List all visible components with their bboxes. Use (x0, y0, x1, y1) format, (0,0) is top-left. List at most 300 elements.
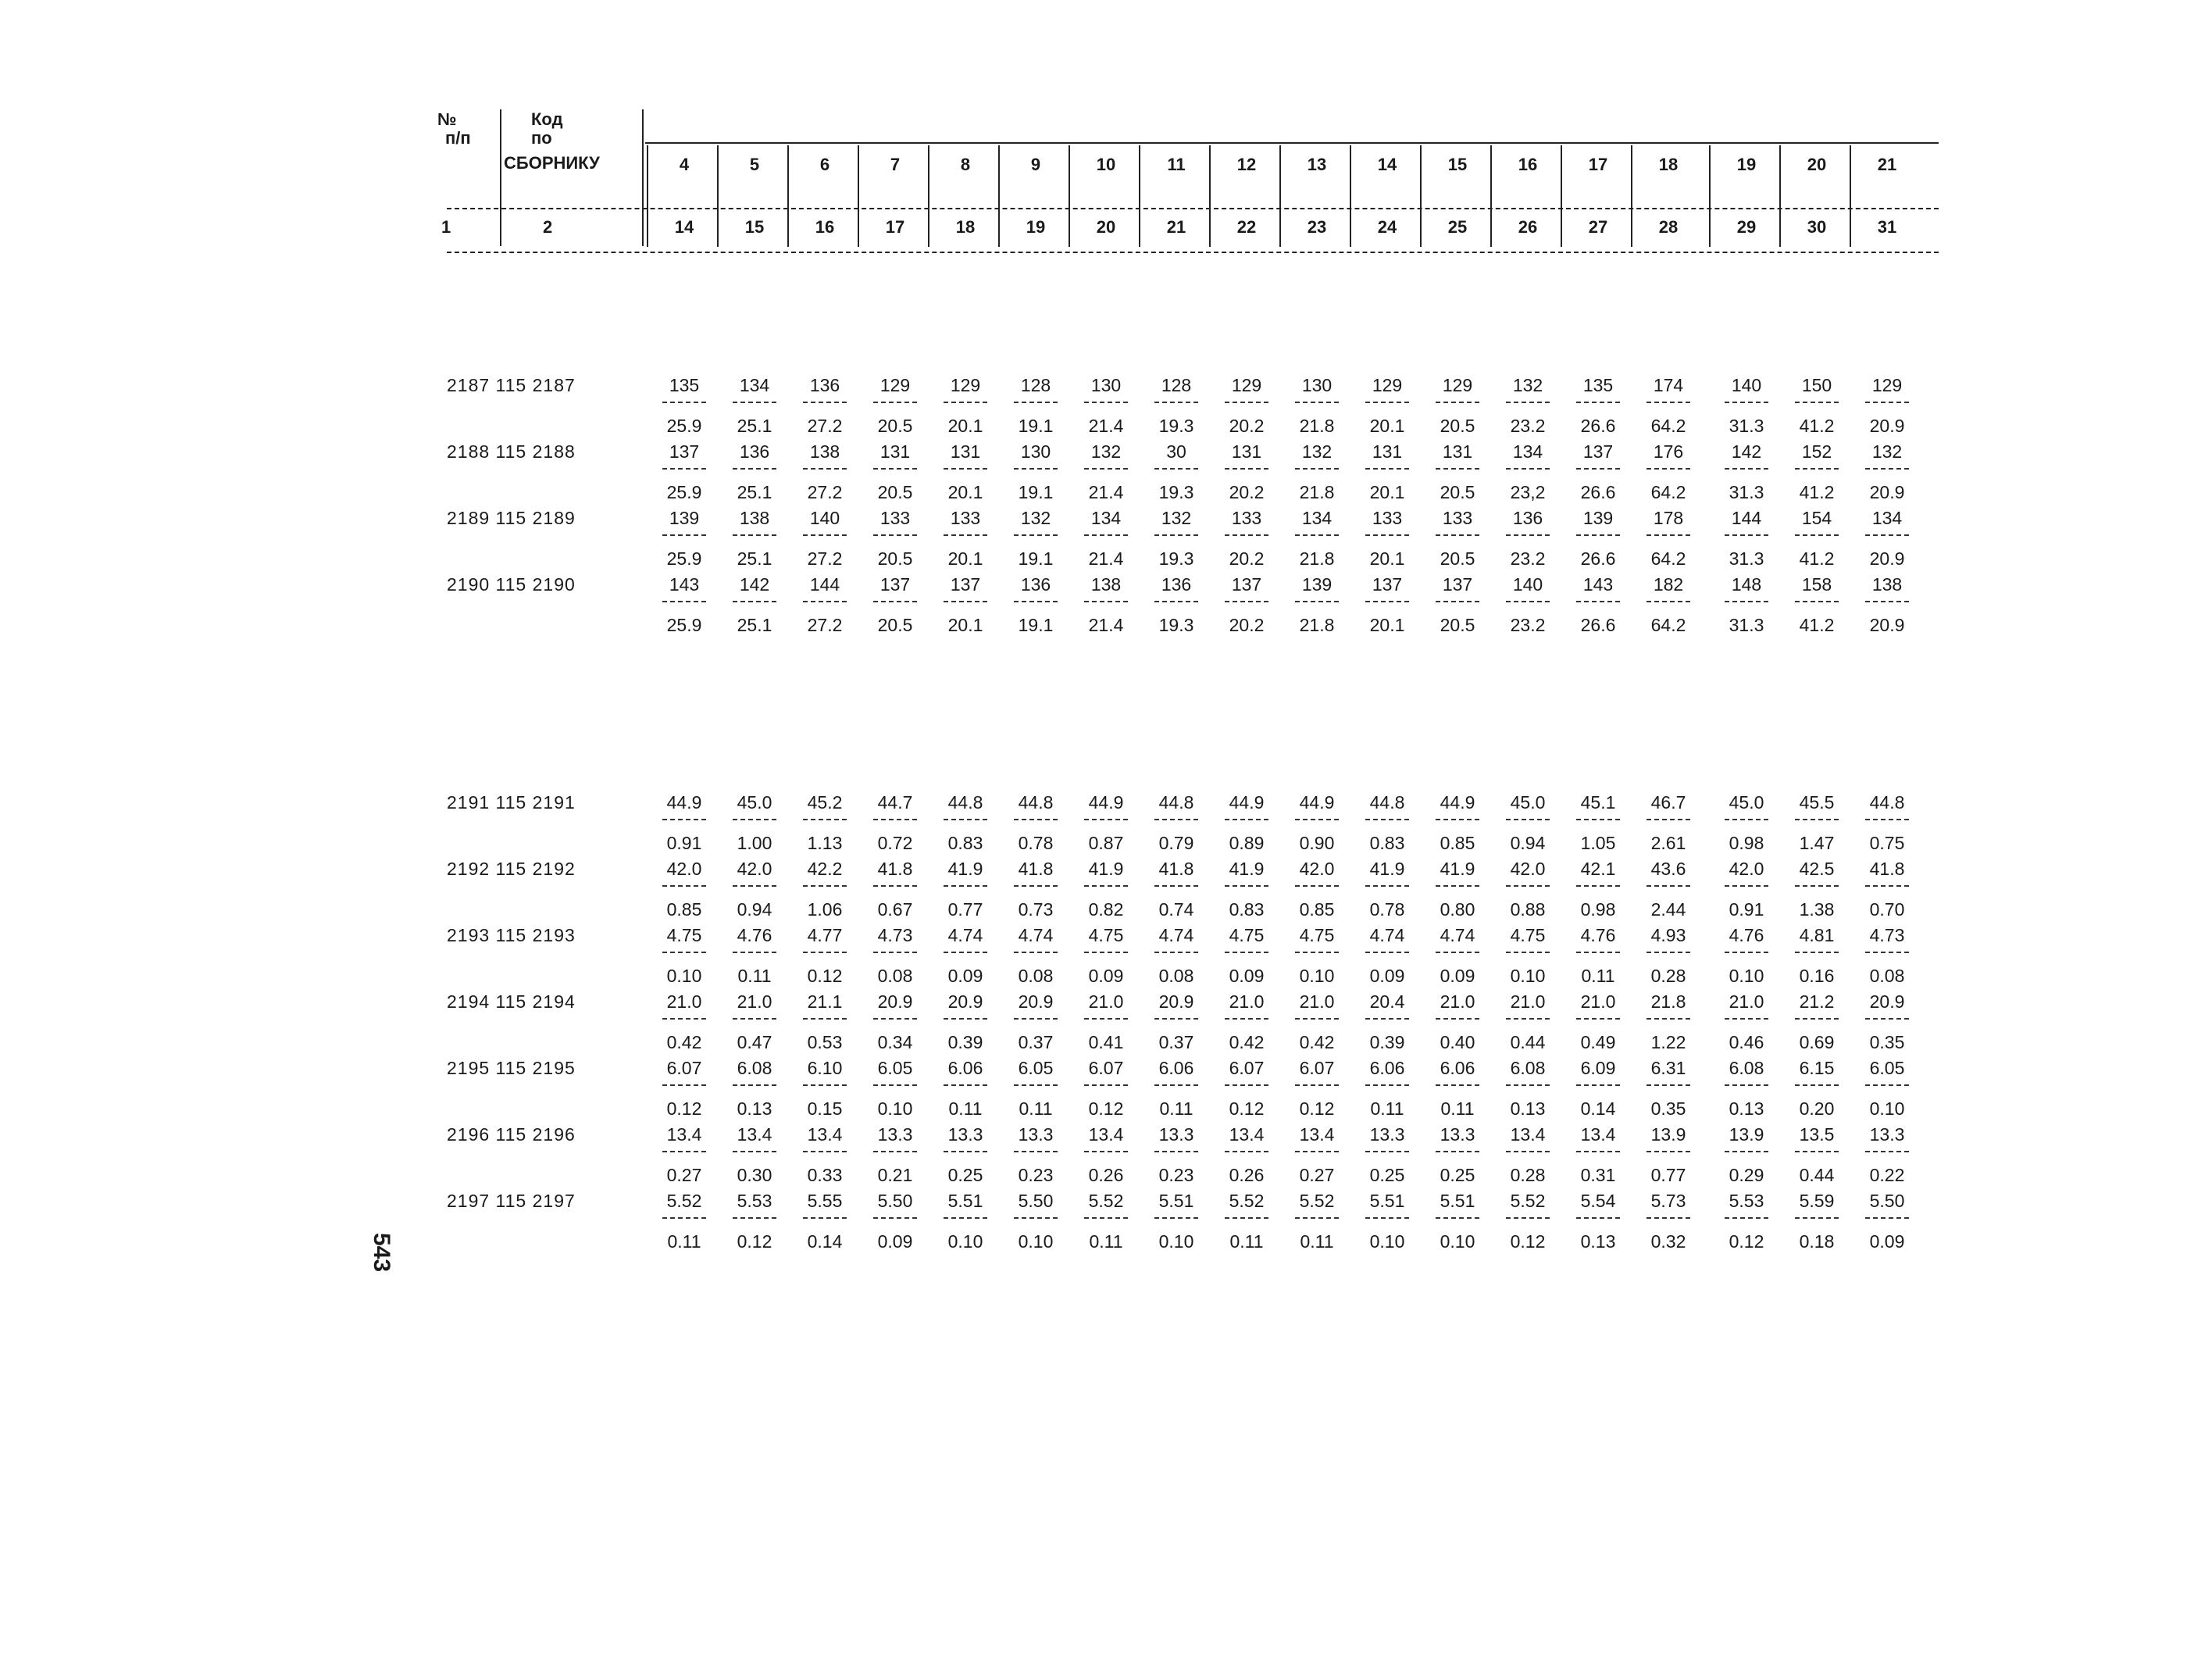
column-separator (787, 145, 789, 247)
fraction-line (1506, 1151, 1550, 1152)
header-column-number: 6 (819, 155, 830, 174)
denominator-value: 1.22 (1650, 1032, 1686, 1052)
numerator-value: 139 (669, 508, 700, 528)
denominator-value: 0.35 (1650, 1098, 1686, 1119)
fraction-line (1154, 952, 1198, 953)
fraction-line (1436, 468, 1479, 470)
numerator-value: 131 (879, 441, 911, 462)
numerator-value: 41.9 (1229, 859, 1265, 879)
header-column-index: 19 (1026, 217, 1046, 237)
numerator-value: 4.75 (1229, 925, 1265, 945)
fraction-line (733, 402, 776, 403)
denominator-value: 20.1 (947, 482, 983, 502)
denominator-value: 25.1 (737, 615, 772, 635)
denominator-value: 27.2 (807, 615, 843, 635)
header-column-index: 18 (955, 217, 976, 237)
header-column-number: 16 (1518, 155, 1538, 174)
denominator-value: 20.1 (1369, 416, 1405, 436)
denominator-value: 1.47 (1799, 833, 1835, 853)
fraction-line (1506, 468, 1550, 470)
numerator-value: 6.10 (807, 1058, 843, 1078)
fraction-line (1436, 819, 1479, 820)
fraction-line (1014, 468, 1058, 470)
denominator-value: 0.26 (1229, 1165, 1265, 1185)
numerator-value: 137 (879, 574, 911, 595)
numerator-value: 142 (739, 574, 770, 595)
denominator-value: 25.9 (666, 482, 702, 502)
fraction-line (1014, 952, 1058, 953)
fraction-line (1365, 1084, 1409, 1086)
denominator-value: 1.13 (807, 833, 843, 853)
fraction-line (803, 1018, 847, 1020)
denominator-value: 20.2 (1229, 416, 1265, 436)
numerator-value: 13.4 (1580, 1124, 1616, 1145)
fraction-line (1365, 402, 1409, 403)
denominator-value: 21.4 (1088, 482, 1124, 502)
numerator-value: 4.93 (1650, 925, 1686, 945)
numerator-value: 41.9 (947, 859, 983, 879)
denominator-value: 0.75 (1869, 833, 1905, 853)
fraction-line (1295, 1151, 1339, 1152)
numerator-value: 41.8 (1018, 859, 1054, 879)
numerator-value: 6.15 (1799, 1058, 1835, 1078)
denominator-value: 19.3 (1158, 615, 1194, 635)
numerator-value: 4.74 (1018, 925, 1054, 945)
numerator-value: 5.54 (1580, 1191, 1616, 1211)
fraction-line (1576, 1018, 1620, 1020)
numerator-value: 20.9 (1869, 991, 1905, 1012)
fraction-line (1295, 952, 1339, 953)
denominator-value: 21.8 (1299, 416, 1335, 436)
fraction-line (1014, 601, 1058, 602)
numerator-value: 6.07 (666, 1058, 702, 1078)
denominator-value: 21.4 (1088, 548, 1124, 569)
fraction-line (1225, 819, 1268, 820)
denominator-value: 0.12 (807, 966, 843, 986)
numerator-value: 136 (809, 375, 840, 395)
column-separator (1709, 145, 1711, 247)
numerator-value: 6.08 (1729, 1058, 1764, 1078)
fraction-line (1084, 819, 1128, 820)
header-column-number: 12 (1236, 155, 1257, 174)
header-column-index: 26 (1518, 217, 1538, 237)
fraction-line (1576, 1217, 1620, 1219)
fraction-line (1225, 601, 1268, 602)
denominator-value: 20.1 (1369, 482, 1405, 502)
denominator-value: 31.3 (1729, 548, 1764, 569)
denominator-value: 26.6 (1580, 482, 1616, 502)
numerator-value: 133 (879, 508, 911, 528)
numerator-value: 136 (1020, 574, 1051, 595)
denominator-value: 0.39 (947, 1032, 983, 1052)
fraction-line (1225, 1151, 1268, 1152)
numerator-value: 45.5 (1799, 792, 1835, 813)
denominator-value: 0.28 (1650, 966, 1686, 986)
denominator-value: 0.35 (1869, 1032, 1905, 1052)
fraction-line (1014, 1018, 1058, 1020)
numerator-value: 138 (739, 508, 770, 528)
numerator-value: 13.4 (807, 1124, 843, 1145)
numerator-value: 136 (1161, 574, 1192, 595)
column-separator (1139, 145, 1140, 247)
row-code-label: 2194 115 2194 (447, 991, 576, 1012)
denominator-value: 20.5 (877, 548, 913, 569)
denominator-value: 0.12 (1299, 1098, 1335, 1119)
numerator-value: 6.06 (947, 1058, 983, 1078)
row-code-label: 2190 115 2190 (447, 574, 576, 595)
fraction-line (944, 402, 987, 403)
denominator-value: 0.11 (1370, 1098, 1404, 1119)
numerator-value: 4.75 (666, 925, 702, 945)
fraction-line (1365, 534, 1409, 536)
fraction-line (662, 468, 706, 470)
fraction-line (1154, 534, 1198, 536)
denominator-value: 0.08 (1158, 966, 1194, 986)
fraction-line (733, 885, 776, 887)
denominator-value: 0.34 (877, 1032, 913, 1052)
numerator-value: 5.52 (1510, 1191, 1546, 1211)
fraction-line (803, 1084, 847, 1086)
denominator-value: 0.10 (1158, 1231, 1194, 1252)
fraction-line (873, 885, 917, 887)
denominator-value: 0.11 (1229, 1231, 1264, 1252)
denominator-value: 19.3 (1158, 482, 1194, 502)
numerator-value: 133 (950, 508, 981, 528)
header-column-index: 15 (744, 217, 765, 237)
numerator-value: 129 (950, 375, 981, 395)
fraction-line (803, 468, 847, 470)
header-column-index: 21 (1166, 217, 1186, 237)
fraction-line (1576, 601, 1620, 602)
fraction-line (1014, 885, 1058, 887)
numerator-value: 129 (1372, 375, 1403, 395)
denominator-value: 0.94 (1510, 833, 1546, 853)
column-separator (1209, 145, 1211, 247)
fraction-line (1014, 1151, 1058, 1152)
fraction-line (1576, 468, 1620, 470)
numerator-value: 134 (1512, 441, 1543, 462)
header-column-number: 21 (1877, 155, 1897, 174)
denominator-value: 0.91 (1729, 899, 1764, 920)
fraction-line (1725, 819, 1768, 820)
numerator-value: 5.53 (1729, 1191, 1764, 1211)
denominator-value: 0.10 (666, 966, 702, 986)
header-column-number: 9 (1030, 155, 1041, 174)
denominator-value: 31.3 (1729, 482, 1764, 502)
numerator-value: 21.0 (1580, 991, 1616, 1012)
numerator-value: 130 (1020, 441, 1051, 462)
numerator-value: 21.0 (737, 991, 772, 1012)
denominator-value: 19.3 (1158, 416, 1194, 436)
numerator-value: 148 (1731, 574, 1762, 595)
numerator-value: 4.75 (1510, 925, 1546, 945)
denominator-value: 20.1 (1369, 548, 1405, 569)
denominator-value: 0.11 (1089, 1231, 1123, 1252)
numerator-value: 41.9 (1440, 859, 1475, 879)
numerator-value: 154 (1801, 508, 1832, 528)
numerator-value: 30 (1166, 441, 1186, 462)
numerator-value: 5.50 (877, 1191, 913, 1211)
fraction-line (662, 402, 706, 403)
denominator-value: 21.8 (1299, 548, 1335, 569)
numerator-value: 136 (1512, 508, 1543, 528)
fraction-line (803, 1217, 847, 1219)
fraction-line (1506, 819, 1550, 820)
denominator-value: 0.44 (1799, 1165, 1835, 1185)
fraction-line (1225, 468, 1268, 470)
column-separator (858, 145, 859, 247)
numerator-value: 44.9 (1229, 792, 1265, 813)
numerator-value: 4.74 (947, 925, 983, 945)
header-column-number: 15 (1447, 155, 1468, 174)
numerator-value: 138 (1871, 574, 1903, 595)
denominator-value: 0.12 (1088, 1098, 1124, 1119)
numerator-value: 137 (1442, 574, 1473, 595)
numerator-value: 41.8 (1869, 859, 1905, 879)
numerator-value: 5.51 (947, 1191, 983, 1211)
denominator-value: 19.1 (1018, 615, 1054, 635)
fraction-line (1725, 402, 1768, 403)
fraction-line (1295, 1084, 1339, 1086)
numerator-value: 4.73 (877, 925, 913, 945)
denominator-value: 0.09 (1869, 1231, 1905, 1252)
numerator-value: 129 (1231, 375, 1262, 395)
numerator-value: 45.0 (737, 792, 772, 813)
numerator-value: 140 (1731, 375, 1762, 395)
denominator-value: 0.09 (947, 966, 983, 986)
fraction-line (1225, 1084, 1268, 1086)
fraction-line (1795, 1217, 1839, 1219)
fraction-line (1576, 952, 1620, 953)
numerator-value: 176 (1653, 441, 1684, 462)
numerator-value: 21.0 (666, 991, 702, 1012)
numerator-value: 158 (1801, 574, 1832, 595)
fraction-line (1865, 952, 1909, 953)
numerator-value: 134 (1871, 508, 1903, 528)
fraction-line (873, 952, 917, 953)
denominator-value: 26.6 (1580, 548, 1616, 569)
fraction-line (733, 1151, 776, 1152)
row-code-label: 2193 115 2193 (447, 925, 576, 945)
fraction-line (1225, 952, 1268, 953)
numerator-value: 132 (1871, 441, 1903, 462)
fraction-line (1795, 952, 1839, 953)
fraction-line (1725, 885, 1768, 887)
numerator-value: 133 (1231, 508, 1262, 528)
denominator-value: 0.11 (667, 1231, 701, 1252)
numerator-value: 13.4 (1510, 1124, 1546, 1145)
denominator-value: 2.61 (1650, 833, 1686, 853)
numerator-value: 6.07 (1299, 1058, 1335, 1078)
denominator-value: 20.1 (947, 615, 983, 635)
header-column-number: 4 (679, 155, 690, 174)
fraction-line (1365, 468, 1409, 470)
denominator-value: 0.09 (1369, 966, 1405, 986)
numerator-value: 41.8 (1158, 859, 1194, 879)
fraction-line (873, 1217, 917, 1219)
fraction-line (1506, 402, 1550, 403)
denominator-value: 41.2 (1799, 416, 1835, 436)
fraction-line (733, 1018, 776, 1020)
denominator-value: 0.13 (1510, 1098, 1546, 1119)
fraction-line (662, 1018, 706, 1020)
fraction-line (1725, 468, 1768, 470)
denominator-value: 0.13 (1729, 1098, 1764, 1119)
denominator-value: 20.9 (1869, 416, 1905, 436)
denominator-value: 0.10 (1369, 1231, 1405, 1252)
numerator-value: 13.3 (1369, 1124, 1405, 1145)
numerator-value: 132 (1512, 375, 1543, 395)
fraction-line (1865, 1084, 1909, 1086)
denominator-value: 25.9 (666, 548, 702, 569)
numerator-value: 13.3 (1440, 1124, 1475, 1145)
fraction-line (944, 1217, 987, 1219)
numerator-value: 5.73 (1650, 1191, 1686, 1211)
numerator-value: 6.05 (877, 1058, 913, 1078)
numerator-value: 137 (1582, 441, 1614, 462)
header-column-number: 20 (1807, 155, 1827, 174)
denominator-value: 25.9 (666, 416, 702, 436)
denominator-value: 0.42 (1299, 1032, 1335, 1052)
fraction-line (662, 1217, 706, 1219)
denominator-value: 20.5 (1440, 416, 1475, 436)
row-code-label: 2188 115 2188 (447, 441, 576, 462)
numerator-value: 13.4 (737, 1124, 772, 1145)
fraction-line (1014, 1084, 1058, 1086)
fraction-line (1154, 601, 1198, 602)
header-code-sbornik-label: СБОРНИКУ (504, 153, 600, 173)
denominator-value: 21.4 (1088, 615, 1124, 635)
denominator-value: 0.44 (1510, 1032, 1546, 1052)
fraction-line (944, 601, 987, 602)
fraction-line (1576, 885, 1620, 887)
denominator-value: 0.69 (1799, 1032, 1835, 1052)
fraction-line (1647, 534, 1690, 536)
numerator-value: 128 (1161, 375, 1192, 395)
denominator-value: 0.70 (1869, 899, 1905, 920)
denominator-value: 0.09 (877, 1231, 913, 1252)
header-column-index: 30 (1807, 217, 1827, 237)
fraction-line (1647, 601, 1690, 602)
fraction-line (733, 952, 776, 953)
denominator-value: 20.1 (947, 416, 983, 436)
denominator-value: 0.31 (1580, 1165, 1616, 1185)
denominator-value: 0.79 (1158, 833, 1194, 853)
numerator-value: 20.9 (1158, 991, 1194, 1012)
numerator-value: 137 (669, 441, 700, 462)
numerator-value: 4.74 (1158, 925, 1194, 945)
fraction-line (1725, 1084, 1768, 1086)
denominator-value: 0.90 (1299, 833, 1335, 853)
numerator-value: 13.4 (1229, 1124, 1265, 1145)
denominator-value: 0.30 (737, 1165, 772, 1185)
fraction-line (944, 1018, 987, 1020)
numerator-value: 21.0 (1229, 991, 1265, 1012)
fraction-line (1647, 402, 1690, 403)
denominator-value: 41.2 (1799, 482, 1835, 502)
fraction-line (1865, 534, 1909, 536)
column-separator (1561, 145, 1562, 247)
header-column-number: 5 (749, 155, 760, 174)
numerator-value: 44.8 (1369, 792, 1405, 813)
column-separator (1069, 145, 1070, 247)
header-column-index: 29 (1736, 217, 1757, 237)
denominator-value: 0.77 (947, 899, 983, 920)
fraction-line (944, 952, 987, 953)
numerator-value: 142 (1731, 441, 1762, 462)
fraction-line (1365, 1151, 1409, 1152)
denominator-value: 0.39 (1369, 1032, 1405, 1052)
denominator-value: 0.10 (947, 1231, 983, 1252)
numerator-value: 42.0 (1299, 859, 1335, 879)
fraction-line (1725, 601, 1768, 602)
numerator-value: 134 (1301, 508, 1333, 528)
fraction-line (1506, 1018, 1550, 1020)
denominator-value: 20.5 (877, 482, 913, 502)
numerator-value: 44.8 (1158, 792, 1194, 813)
fraction-line (1154, 1084, 1198, 1086)
numerator-value: 6.06 (1369, 1058, 1405, 1078)
header-column-number: 8 (960, 155, 971, 174)
column-separator (1490, 145, 1492, 247)
denominator-value: 20.9 (1869, 548, 1905, 569)
fraction-line (1865, 1018, 1909, 1020)
denominator-value: 0.10 (1869, 1098, 1905, 1119)
denominator-value: 0.11 (1300, 1231, 1334, 1252)
fraction-line (1295, 468, 1339, 470)
denominator-value: 0.85 (1440, 833, 1475, 853)
header-rule-top (645, 142, 1939, 144)
numerator-value: 129 (879, 375, 911, 395)
numerator-value: 134 (739, 375, 770, 395)
denominator-value: 31.3 (1729, 416, 1764, 436)
row-code-label: 2192 115 2192 (447, 859, 576, 879)
fraction-line (1647, 1018, 1690, 1020)
denominator-value: 20.1 (947, 548, 983, 569)
denominator-value: 23.2 (1510, 615, 1546, 635)
numerator-value: 5.55 (807, 1191, 843, 1211)
denominator-value: 0.26 (1088, 1165, 1124, 1185)
header-column-number: 19 (1736, 155, 1757, 174)
denominator-value: 23.2 (1510, 416, 1546, 436)
header-column-index: 14 (674, 217, 694, 237)
denominator-value: 0.42 (1229, 1032, 1265, 1052)
denominator-value: 26.6 (1580, 416, 1616, 436)
numerator-value: 6.08 (1510, 1058, 1546, 1078)
numerator-value: 135 (1582, 375, 1614, 395)
numerator-value: 6.31 (1650, 1058, 1686, 1078)
denominator-value: 0.10 (1729, 966, 1764, 986)
fraction-line (1865, 819, 1909, 820)
fraction-line (1647, 952, 1690, 953)
fraction-line (1506, 952, 1550, 953)
numerator-value: 5.52 (666, 1191, 702, 1211)
numerator-value: 4.75 (1299, 925, 1335, 945)
header-column-index: 16 (815, 217, 835, 237)
fraction-line (1725, 1018, 1768, 1020)
denominator-value: 0.08 (1018, 966, 1054, 986)
denominator-value: 0.87 (1088, 833, 1124, 853)
denominator-value: 0.85 (666, 899, 702, 920)
fraction-line (1865, 468, 1909, 470)
fraction-line (1295, 1217, 1339, 1219)
fraction-line (1154, 402, 1198, 403)
column-separator (717, 145, 719, 247)
denominator-value: 20.9 (1869, 482, 1905, 502)
header-column-index: 27 (1588, 217, 1608, 237)
fraction-line (1576, 1084, 1620, 1086)
denominator-value: 64.2 (1650, 615, 1686, 635)
